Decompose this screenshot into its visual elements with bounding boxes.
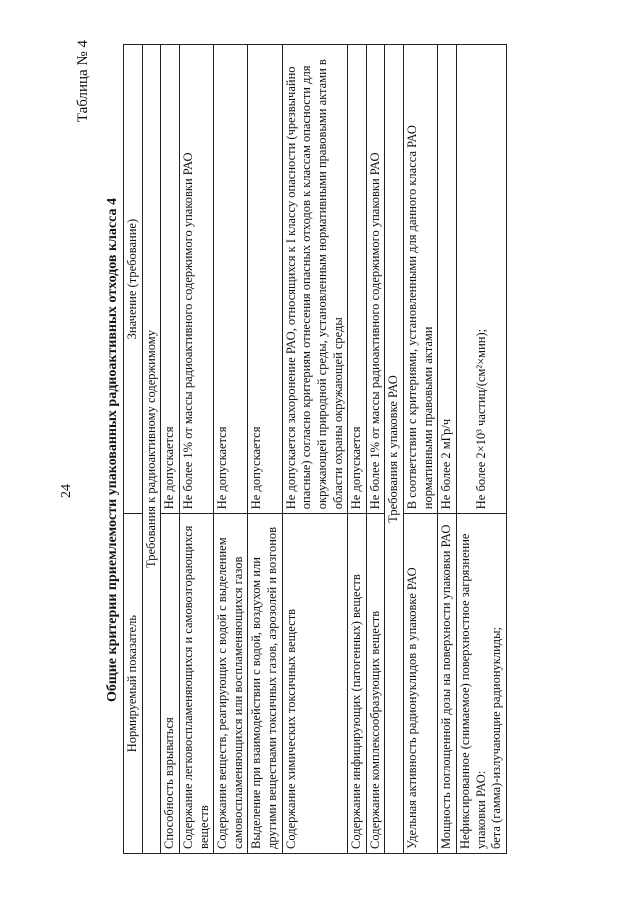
cell-value: Не более 2×10³ частиц/(см²×мин); (456, 45, 506, 514)
cell-param: Содержание инфицирующих (патогенных) веществ (348, 514, 367, 854)
cell-param: Содержание комплексообразующих веществ (366, 514, 385, 854)
table-row (456, 45, 506, 854)
cell-value: Не допускается (348, 45, 367, 514)
header-param: Нормируемый показатель (124, 514, 143, 854)
table-body (142, 45, 506, 854)
table-row (161, 45, 180, 854)
cell-value: Не более 1% от массы радиоактивного содержимого упаковки РАО (366, 45, 385, 514)
table-header-row (124, 45, 143, 854)
table-row (366, 45, 385, 854)
section-title: Требования к радиоактивному содержимому (142, 45, 161, 854)
section-row (142, 45, 161, 854)
table-row (404, 45, 438, 854)
table-title: Общие критерии приемлемости упакованных радиоактивных отходов класса 4 (105, 198, 120, 702)
table-row (438, 45, 457, 854)
table-row (248, 45, 282, 854)
cell-value: Не допускается захоронение РАО, относящихся к I классу опасности (чрезвычайно опасные) согласно критериям отнесения опасных отходов к классам опасности для окружающей природной среды, установленным нормативными правовыми актами в области охраны окружающей среды (282, 45, 348, 514)
cell-param: Нефиксированное (снимаемое) поверхностное загрязнение упаковки РАО: бета (гамма)-излучающие радионуклиды; (456, 514, 506, 854)
table-label: Таблица № 4 (75, 40, 91, 123)
table-row (282, 45, 348, 854)
table-row (214, 45, 248, 854)
cell-value: Не допускается (161, 45, 180, 514)
cell-value: Не более 2 мГр/ч (438, 45, 457, 514)
cell-value: Не более 1% от массы радиоактивного содержимого упаковки РАО (179, 45, 213, 514)
cell-param: Способность взрываться (161, 514, 180, 854)
cell-value: В соответствии с критериями, установленными для данного класса РАО нормативными правовыми актами (404, 45, 438, 514)
cell-param: Выделение при взаимодействии с водой, воздухом или другими веществами токсичных газов, аэрозолей и возгонов (248, 514, 282, 854)
cell-param: Содержание веществ, реагирующих с водой с выделением самовоспламеняющихся или воспламеняющихся газов (214, 514, 248, 854)
header-value: Значение (требование) (124, 45, 143, 514)
table-row (348, 45, 367, 854)
cell-param: Содержание химических токсичных веществ (282, 514, 348, 854)
cell-param: Удельная активность радионуклидов в упаковке РАО (404, 514, 438, 854)
cell-value: Не допускается (214, 45, 248, 514)
section-title: Требования к упаковке РАО (385, 45, 404, 854)
cell-value: Не допускается (248, 45, 282, 514)
section-row (385, 45, 404, 854)
rotated-page-content (75, 40, 635, 860)
page-number: 24 (59, 484, 74, 498)
cell-param: Содержание легковоспламеняющихся и самовозгорающихся веществ (179, 514, 213, 854)
cell-param: Мощность поглощенной дозы на поверхности упаковки РАО (438, 514, 457, 854)
table-row (179, 45, 213, 854)
criteria-table (123, 44, 507, 854)
